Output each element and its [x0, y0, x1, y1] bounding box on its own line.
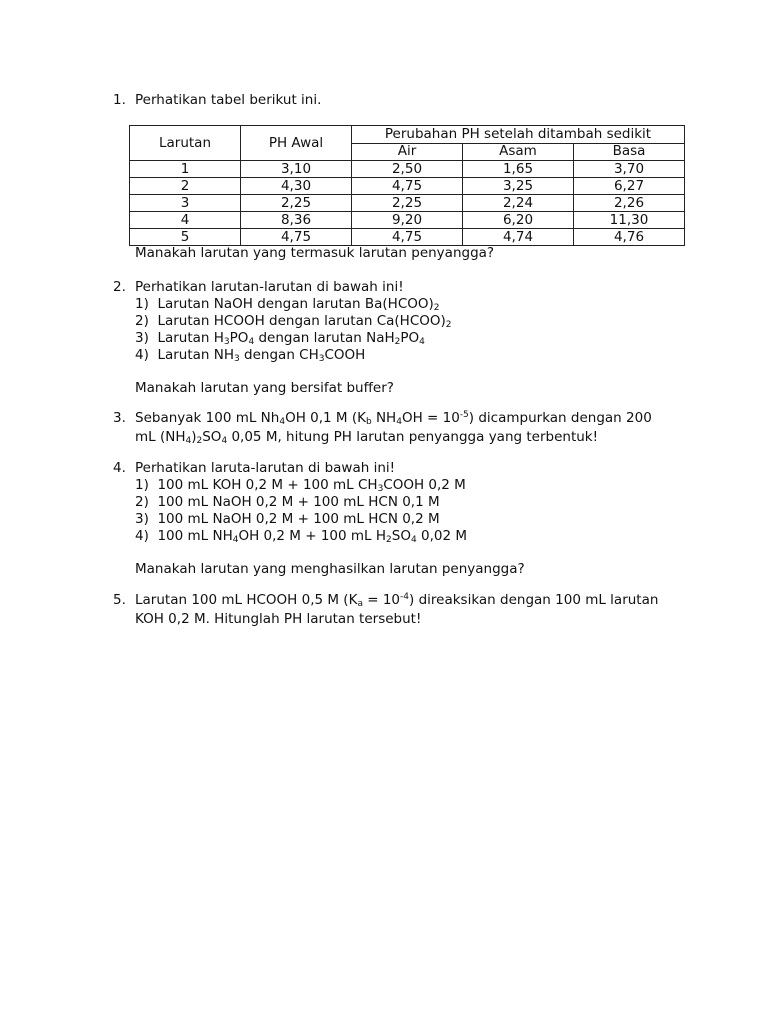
cell: 5 — [130, 229, 241, 246]
cell: 4,74 — [463, 229, 574, 246]
option-4: 4) Larutan $NH_3$ dengan $CH_3COOH$ — [135, 347, 366, 364]
question-1-text: Perhatikan tabel berikut ini. — [135, 92, 322, 108]
cell: 6,20 — [463, 212, 574, 229]
header-asam: Asam — [463, 143, 574, 161]
option-1: 1) Larutan NaOH dengan larutan $Ba(HCOO)_2$ — [135, 296, 440, 313]
cell: 2,24 — [463, 195, 574, 212]
table-row — [130, 212, 685, 229]
ph-table — [129, 125, 685, 246]
question-4-text: Perhatikan laruta-larutan di bawah ini! — [135, 460, 396, 476]
option-3: 3) 100 mL NaOH 0,2 M + 100 mL HCN 0,2 M — [135, 511, 440, 527]
header-perubahan: Perubahan PH setelah ditambah sedikit — [352, 126, 685, 144]
question-3-line-1: Sebanyak 100 mL $Nh_4OH$ 0,1 M ($K_b$ $NH_4OH = 10^{-5}$) dicampurkan dengan 200 — [135, 410, 652, 427]
question-2-text: Perhatikan larutan-larutan di bawah ini! — [135, 279, 404, 295]
question-5-line-1: Larutan 100 mL HCOOH 0,5 M $(K_a = 10^{-4})$ direaksikan dengan 100 mL larutan — [135, 592, 659, 609]
cell: 6,27 — [574, 178, 685, 195]
cell: 8,36 — [241, 212, 352, 229]
cell: 4,75 — [241, 229, 352, 246]
cell: 4,75 — [352, 178, 463, 195]
cell: 11,30 — [574, 212, 685, 229]
header-larutan: Larutan — [130, 126, 241, 161]
option-2: 2) Larutan HCOOH dengan larutan $Ca(HCOO)_2$ — [135, 313, 452, 330]
question-1-prompt — [113, 245, 673, 262]
question-number: 4. — [113, 460, 126, 476]
question-number: 3. — [113, 410, 126, 426]
option-4: 4) 100 mL $NH_4OH$ 0,2 M + 100 mL $H_2SO_4$ 0,02 M — [135, 528, 467, 545]
table-row — [130, 229, 685, 246]
cell: 2,26 — [574, 195, 685, 212]
header-basa: Basa — [574, 143, 685, 161]
question-3 — [113, 409, 673, 447]
question-4 — [113, 460, 673, 578]
question-2-question: Manakah larutan yang bersifat buffer? — [135, 380, 394, 396]
option-3: 3) Larutan $H_3PO_4$ dengan larutan $NaH_2PO_4$ — [135, 330, 425, 347]
option-2: 2) 100 mL NaOH 0,2 M + 100 mL HCN 0,1 M — [135, 494, 440, 510]
header-ph-awal: PH Awal — [241, 126, 352, 161]
cell: 2 — [130, 178, 241, 195]
question-5-line-2: KOH 0,2 M. Hitunglah PH larutan tersebut! — [135, 611, 422, 627]
table-row — [130, 195, 685, 212]
cell: 1,65 — [463, 161, 574, 178]
cell: 3,70 — [574, 161, 685, 178]
question-5 — [113, 591, 673, 629]
cell: 1 — [130, 161, 241, 178]
cell: 2,50 — [352, 161, 463, 178]
table-row — [130, 178, 685, 195]
question-number: 2. — [113, 279, 126, 295]
question-1-question: Manakah larutan yang termasuk larutan penyangga? — [135, 245, 495, 261]
question-number: 5. — [113, 592, 126, 608]
cell: 2,25 — [241, 195, 352, 212]
cell: 4,30 — [241, 178, 352, 195]
header-air: Air — [352, 143, 463, 161]
question-2 — [113, 279, 673, 397]
cell: 4 — [130, 212, 241, 229]
cell: 3,10 — [241, 161, 352, 178]
option-1: 1) 100 mL KOH 0,2 M + 100 mL $CH_3COOH$ 0,2 M — [135, 477, 466, 494]
cell: 2,25 — [352, 195, 463, 212]
table-row — [130, 161, 685, 178]
cell: 4,76 — [574, 229, 685, 246]
question-number: 1. — [113, 92, 126, 108]
cell: 4,75 — [352, 229, 463, 246]
cell: 9,20 — [352, 212, 463, 229]
cell: 3,25 — [463, 178, 574, 195]
cell: 3 — [130, 195, 241, 212]
question-1 — [113, 92, 673, 109]
question-4-question: Manakah larutan yang menghasilkan larutan penyangga? — [135, 561, 525, 577]
question-3-line-2: mL $(NH_4)_2SO_4$ 0,05 M, hitung PH larutan penyangga yang terbentuk! — [135, 429, 599, 446]
